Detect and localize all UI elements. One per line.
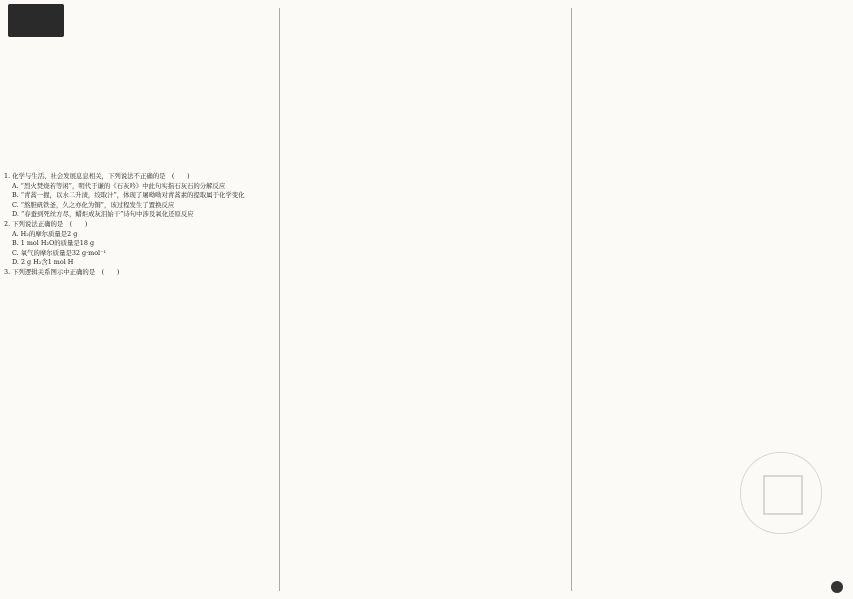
page-footer: [829, 581, 843, 595]
column-divider: [279, 8, 280, 591]
question-stem: 2. 下列说法正确的是 ( ): [4, 219, 88, 228]
answer-option: B. “青蒿一握，以水二升渍，绞取汁”，体现了屠呦呦对青蒿素的提取属于化学变化: [12, 191, 245, 200]
column-divider: [571, 8, 572, 591]
student-info: [90, 9, 156, 17]
answer-option: A. “烈火焚烧若等闲”，明代于谦的《石灰吟》中此句实指石灰石的分解反应: [12, 181, 226, 190]
answer-option: D. 2 g H₂含1 mol H: [12, 258, 74, 267]
answer-option: C. “熬胆矾铁釜，久之亦化为铜”，该过程发生了置换反应: [12, 200, 175, 209]
question: [4, 172, 269, 220]
questions-col1: [4, 172, 269, 278]
answer-option: A. H₂的摩尔质量是2 g: [12, 229, 78, 238]
question: [4, 268, 269, 278]
test-logo: [8, 4, 64, 37]
question-stem: 3. 下列逻辑关系图示中正确的是 ( ): [4, 267, 120, 276]
question: [4, 220, 269, 268]
watermark-stamp: [740, 452, 822, 534]
answer-option: D. “春蚕到死丝方尽，蜡炬成灰泪始干”诗句中涉及氧化还原反应: [12, 210, 194, 219]
answer-option: B. 1 mol H₂O的质量是18 g: [12, 239, 95, 248]
column-1: [4, 172, 269, 278]
question-stem: 1. 化学与生活、社会发展息息相关，下列说法不正确的是 ( ): [4, 172, 190, 180]
answer-option: C. 氧气的摩尔质量是32 g·mol⁻¹: [12, 248, 107, 257]
page-number: [831, 581, 843, 593]
